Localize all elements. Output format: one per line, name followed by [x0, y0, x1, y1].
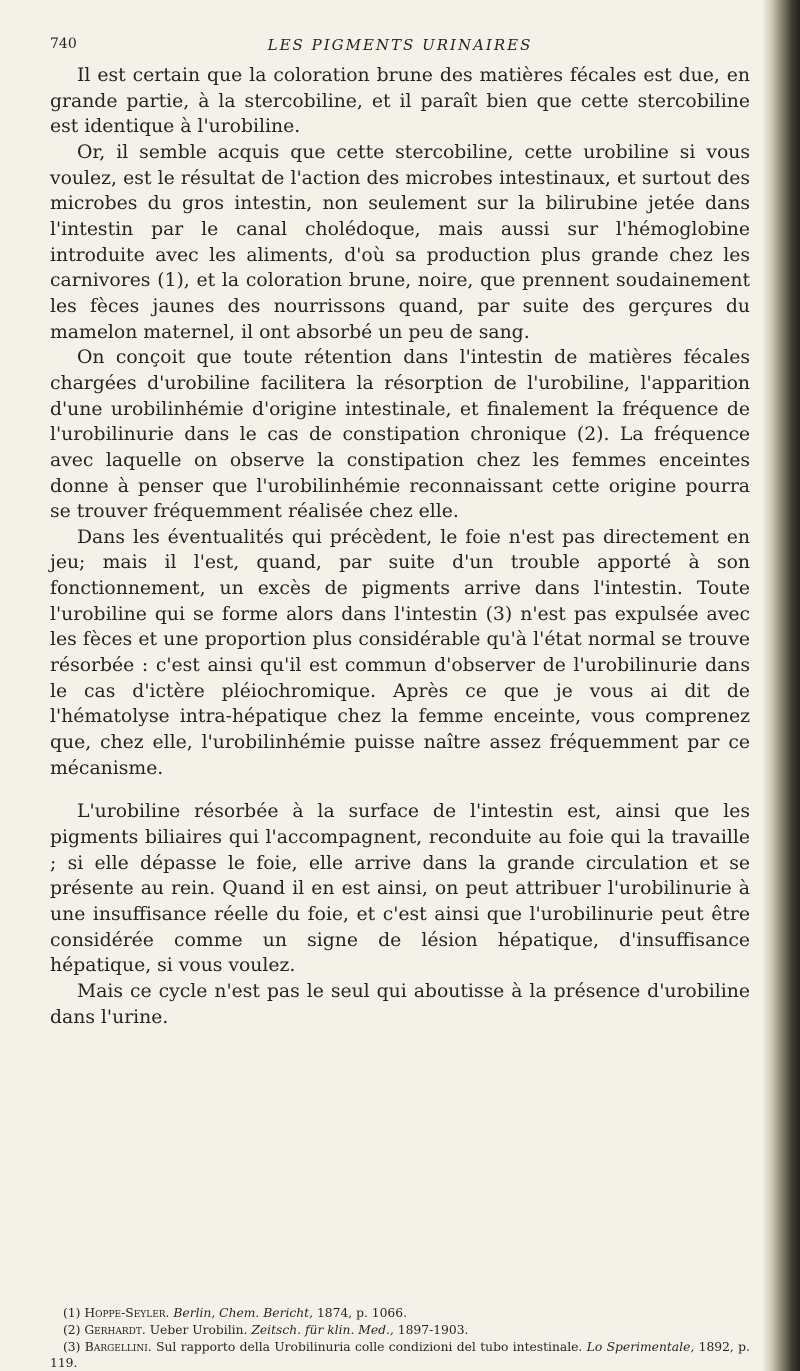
footnote-source: Lo Sperimentale, — [586, 1340, 695, 1354]
book-binding-edge — [762, 0, 800, 1371]
page-header — [50, 36, 750, 66]
footnote-details: 1897-1903. — [397, 1323, 469, 1337]
footnote-author: Gerhardt. — [84, 1323, 146, 1337]
footnote — [50, 1322, 750, 1338]
footnote-source: Berlin, Chem. Bericht, — [173, 1306, 314, 1320]
footnote-details: 1874, p. 1066. — [316, 1306, 407, 1320]
footnote-marker: (3) — [63, 1340, 81, 1354]
page-number: 740 — [50, 36, 77, 52]
paragraph: Mais ce cycle n'est pas le seul qui aboutisse à la présence d'urobiline dans l'urine. — [50, 980, 750, 1028]
footnote-title: Ueber Urobilin. — [149, 1323, 248, 1337]
footnote-details: 1892, p. 119. — [50, 1340, 750, 1370]
footnote — [50, 1305, 750, 1321]
footnote-marker: (2) — [63, 1323, 81, 1337]
footnotes — [50, 1305, 750, 1371]
footnote — [50, 1339, 750, 1371]
paragraph: On conçoit que toute rétention dans l'intestin de matières fécales chargées d'urobiline facilitera la résorption de l'urobiline, l'apparition d'une urobilinhémie d'origine intestinale, et finalement la fréquence de l'urobilinurie dans le cas de constipation chronique (2). La fréquence avec laquelle on observe la constipation chez les femmes enceintes donne à penser que l'urobilinhémie reconnaissant cette origine pourra se trouver fréquemment réalisée chez elle. — [50, 347, 750, 523]
footnote-author: Bargellini. — [84, 1340, 152, 1354]
paragraph: L'urobiline résorbée à la surface de l'intestin est, ainsi que les pigments biliaires qui l'accompagnent, reconduite au foie qui la travaille ; si elle dépasse le foie, elle arrive dans la grande circulation et se présente au rein. Quand il en est ainsi, on peut attribuer l'urobilinurie à une insuffisance réelle du foie, et c'est ainsi que l'urobilinurie peut être considérée comme un signe de lésion hépatique, d'insuffisance hépatique, si vous voulez. — [50, 801, 750, 977]
footnote-source: Zeitsch. für klin. Med., — [251, 1323, 394, 1337]
body-text — [50, 63, 750, 1030]
paragraph: Or, il semble acquis que cette stercobiline, cette urobiline si vous voulez, est le résultat de l'action des microbes intestinaux, et surtout des microbes du gros intestin, non seulement sur la bilirubine jetée dans l'intestin par le canal cholédoque, mais aussi sur l'hémoglobine introduite avec les aliments, d'où sa production plus grande chez les carnivores (1), et la coloration brune, noire, que prennent soudainement les fèces jaunes des nourrissons quand, par suite des gerçures du mamelon maternel, il ont absorbé un peu de sang. — [50, 141, 750, 343]
footnote-marker: (1) — [63, 1306, 81, 1320]
footnote-title: Sul rapporto della Urobilinuria colle condizioni del tubo intestinale. — [156, 1340, 583, 1354]
footnote-author: Hoppe-Seyler. — [84, 1306, 170, 1320]
paragraph: Il est certain que la coloration brune des matières fécales est due, en grande partie, à la stercobiline, et il paraît bien que cette stercobiline est identique à l'urobiline. — [50, 65, 750, 138]
running-title: LES PIGMENTS URINAIRES — [267, 36, 533, 54]
paragraph: Dans les éventualités qui précèdent, le foie n'est pas directement en jeu; mais il l'est, quand, par suite d'un trouble apporté à son fonctionnement, un excès de pigments arrive dans l'intestin. Toute l'urobiline qui se forme alors dans l'intestin (3) n'est pas expulsée avec les fèces et une proportion plus considérable qu'à l'état normal se trouve résorbée : c'est ainsi qu'il est commun d'observer de l'urobilinurie dans le cas d'ictère pléiochromique. Après ce que je vous ai dit de l'hématolyse intra-hépatique chez la femme enceinte, vous comprenez que, chez elle, l'urobilinhémie puisse naître assez fréquemment par ce mécanisme. — [50, 526, 750, 779]
